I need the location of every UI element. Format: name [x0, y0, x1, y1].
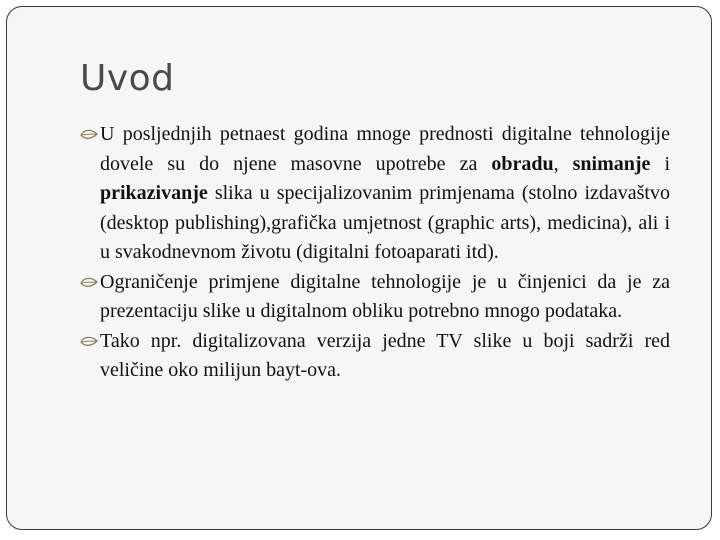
bullet-item-intro	[80, 120, 670, 268]
bullet-text: ,	[553, 152, 573, 175]
bullet-text: U posljednjih petnaest godina mnoge prednosti digitalne tehnologije dovele su do njene masovne upotrebe za	[100, 123, 670, 175]
bullet-text: slika u specijalizovanim primjenama (stolno izdavaštvo (desktop publishing),grafička umjetnost (graphic arts), medicina), ali i u svakodnevnom životu (digitalni fotoaparati itd).	[100, 182, 670, 263]
bullet-text: Ograničenje primjene digitalne tehnologije je u činjenici da je za prezentaciju slike u digitalnom obliku potrebno mnogo podataka.	[100, 270, 670, 322]
leaf-bullet-icon	[80, 120, 100, 149]
bullet-text: Tako npr. digitalizovana verzija jedne TV slike u boji sadrži red veličine oko milijun bayt-ova.	[100, 329, 670, 381]
bullet-item-limitation	[80, 268, 670, 327]
bold-term-obradu: obradu	[491, 152, 554, 175]
leaf-bullet-icon	[80, 327, 100, 356]
bullet-text: i	[650, 152, 671, 175]
leaf-bullet-icon	[80, 268, 100, 297]
bold-term-snimanje: snimanje	[572, 152, 651, 175]
bullet-item-example	[80, 327, 670, 386]
bold-term-prikazivanje: prikazivanje	[100, 182, 208, 204]
slide-title: Uvod	[80, 58, 175, 99]
bullet-list	[80, 120, 670, 386]
